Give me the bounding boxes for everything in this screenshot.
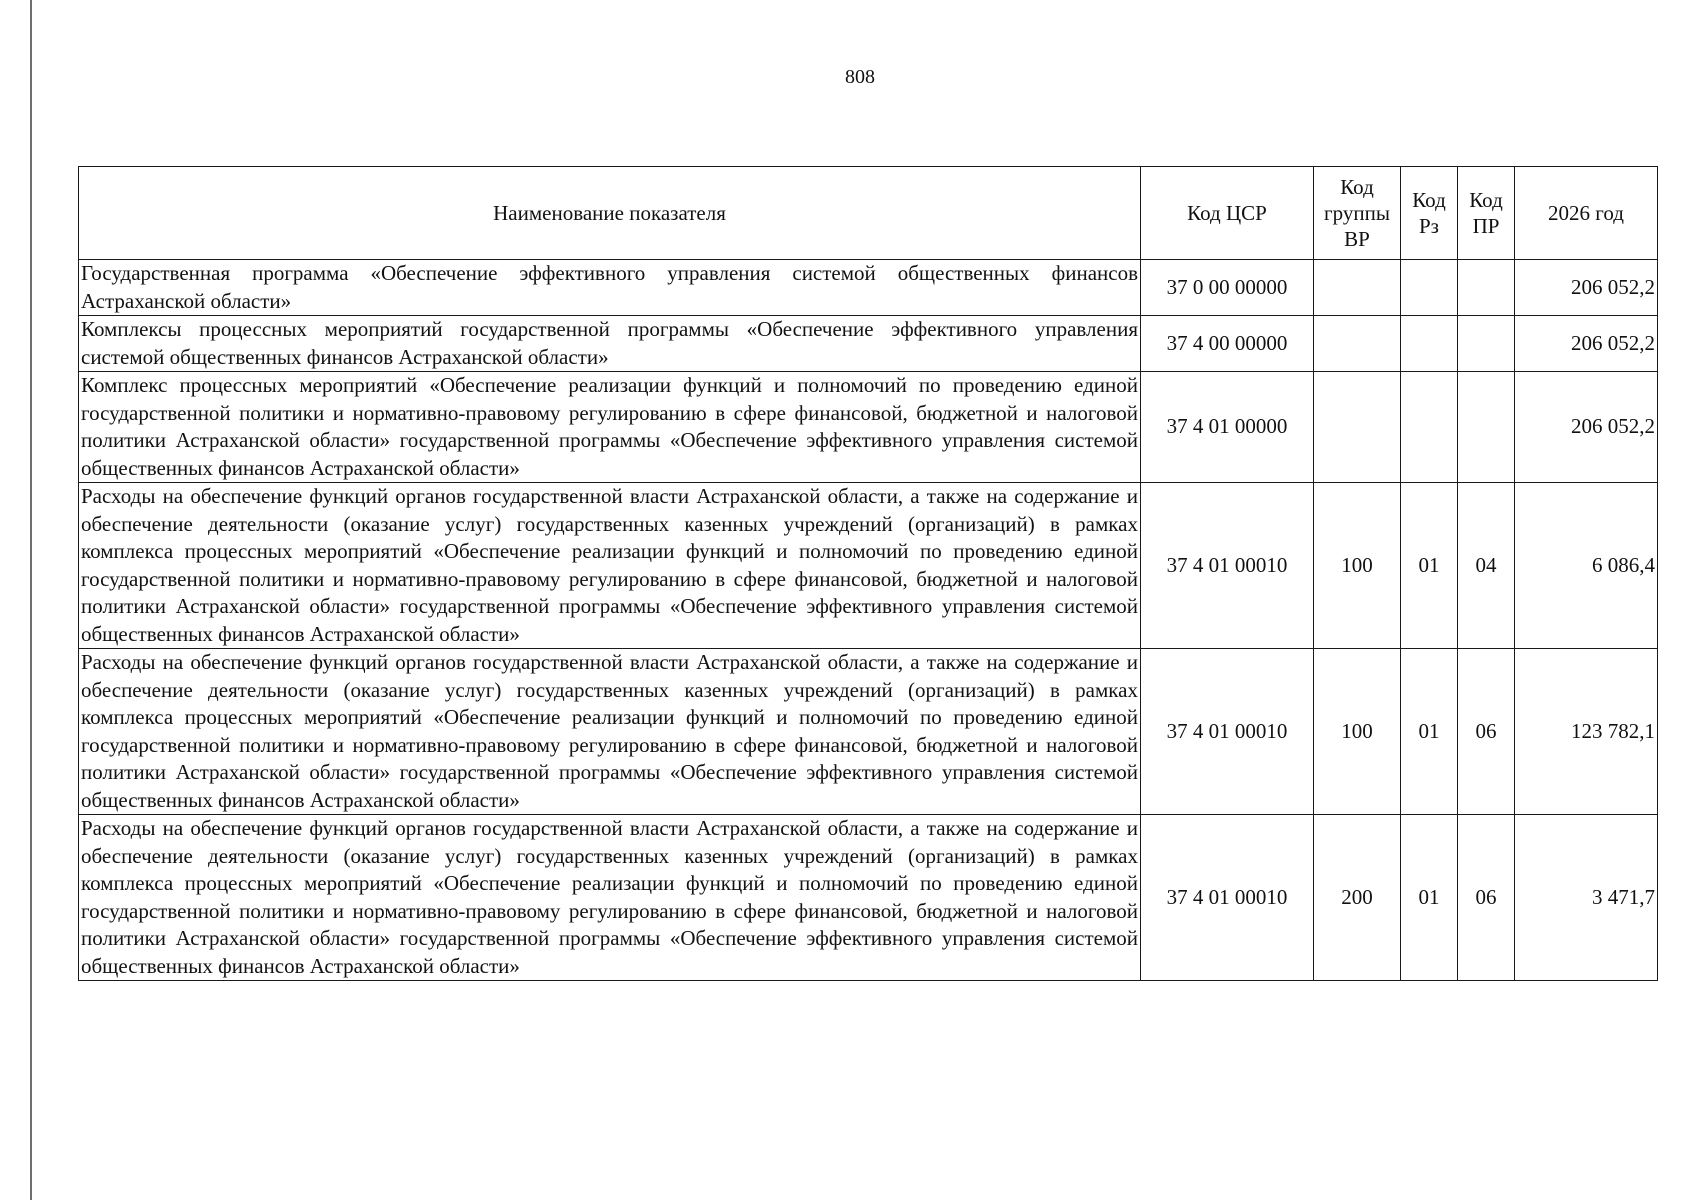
row-name: Комплексы процессных мероприятий государственной программы «Обеспечение эффективного управления системой общественных финансов Астраханской области» [79, 316, 1141, 372]
row-csr-code: 37 0 00 00000 [1141, 260, 1314, 316]
table-row [79, 260, 1658, 316]
row-vr-code [1314, 260, 1401, 316]
row-pr-code: 06 [1458, 815, 1515, 981]
row-csr-code: 37 4 00 00000 [1141, 316, 1314, 372]
row-vr-code: 200 [1314, 815, 1401, 981]
row-amount: 206 052,2 [1515, 260, 1658, 316]
header-csr-code: Код ЦСР [1141, 167, 1314, 260]
row-rz-code [1401, 316, 1458, 372]
header-pr-code: Код ПР [1458, 167, 1515, 260]
row-name: Государственная программа «Обеспечение эффективного управления системой общественных финансов Астраханской области» [79, 260, 1141, 316]
header-name: Наименование показателя [79, 167, 1141, 260]
header-year-2026: 2026 год [1515, 167, 1658, 260]
row-name: Расходы на обеспечение функций органов государственной власти Астраханской области, а также на содержание и обеспечение деятельности (оказание услуг) государственных казенных учреждений (организаций) в рамках комплекса процессных мероприятий «Обеспечение реализации функций и полномочий по проведению единой государственной политики и нормативно-правовому регулированию в сфере финансовой, бюджетной и налоговой политики Астраханской области» государственной программы «Обеспечение эффективного управления системой общественных финансов Астраханской области» [79, 483, 1141, 649]
header-rz-code: Код Рз [1401, 167, 1458, 260]
row-amount: 123 782,1 [1515, 649, 1658, 815]
table-header-row [79, 167, 1658, 260]
row-amount: 6 086,4 [1515, 483, 1658, 649]
table-row [79, 483, 1658, 649]
page-number: 808 [845, 66, 875, 88]
header-vr-code: Код группы ВР [1314, 167, 1401, 260]
row-csr-code: 37 4 01 00010 [1141, 815, 1314, 981]
row-csr-code: 37 4 01 00010 [1141, 649, 1314, 815]
row-vr-code: 100 [1314, 483, 1401, 649]
budget-table [78, 166, 1658, 981]
row-pr-code [1458, 260, 1515, 316]
table-row [79, 649, 1658, 815]
row-pr-code [1458, 372, 1515, 483]
row-vr-code [1314, 372, 1401, 483]
row-rz-code [1401, 372, 1458, 483]
table-row [79, 372, 1658, 483]
row-csr-code: 37 4 01 00010 [1141, 483, 1314, 649]
row-pr-code: 06 [1458, 649, 1515, 815]
row-vr-code [1314, 316, 1401, 372]
row-csr-code: 37 4 01 00000 [1141, 372, 1314, 483]
table-row [79, 815, 1658, 981]
row-pr-code: 04 [1458, 483, 1515, 649]
row-rz-code: 01 [1401, 483, 1458, 649]
row-amount: 206 052,2 [1515, 316, 1658, 372]
row-name: Комплекс процессных мероприятий «Обеспечение реализации функций и полномочий по проведению единой государственной политики и нормативно-правовому регулированию в сфере финансовой, бюджетной и налоговой политики Астраханской области» государственной программы «Обеспечение эффективного управления системой общественных финансов Астраханской области» [79, 372, 1141, 483]
row-vr-code: 100 [1314, 649, 1401, 815]
table-row [79, 316, 1658, 372]
page-edge-line [30, 0, 32, 1200]
row-name: Расходы на обеспечение функций органов государственной власти Астраханской области, а также на содержание и обеспечение деятельности (оказание услуг) государственных казенных учреждений (организаций) в рамках комплекса процессных мероприятий «Обеспечение реализации функций и полномочий по проведению единой государственной политики и нормативно-правовому регулированию в сфере финансовой, бюджетной и налоговой политики Астраханской области» государственной программы «Обеспечение эффективного управления системой общественных финансов Астраханской области» [79, 815, 1141, 981]
row-rz-code: 01 [1401, 649, 1458, 815]
row-amount: 3 471,7 [1515, 815, 1658, 981]
row-rz-code: 01 [1401, 815, 1458, 981]
row-pr-code [1458, 316, 1515, 372]
row-amount: 206 052,2 [1515, 372, 1658, 483]
row-name: Расходы на обеспечение функций органов государственной власти Астраханской области, а также на содержание и обеспечение деятельности (оказание услуг) государственных казенных учреждений (организаций) в рамках комплекса процессных мероприятий «Обеспечение реализации функций и полномочий по проведению единой государственной политики и нормативно-правовому регулированию в сфере финансовой, бюджетной и налоговой политики Астраханской области» государственной программы «Обеспечение эффективного управления системой общественных финансов Астраханской области» [79, 649, 1141, 815]
row-rz-code [1401, 260, 1458, 316]
